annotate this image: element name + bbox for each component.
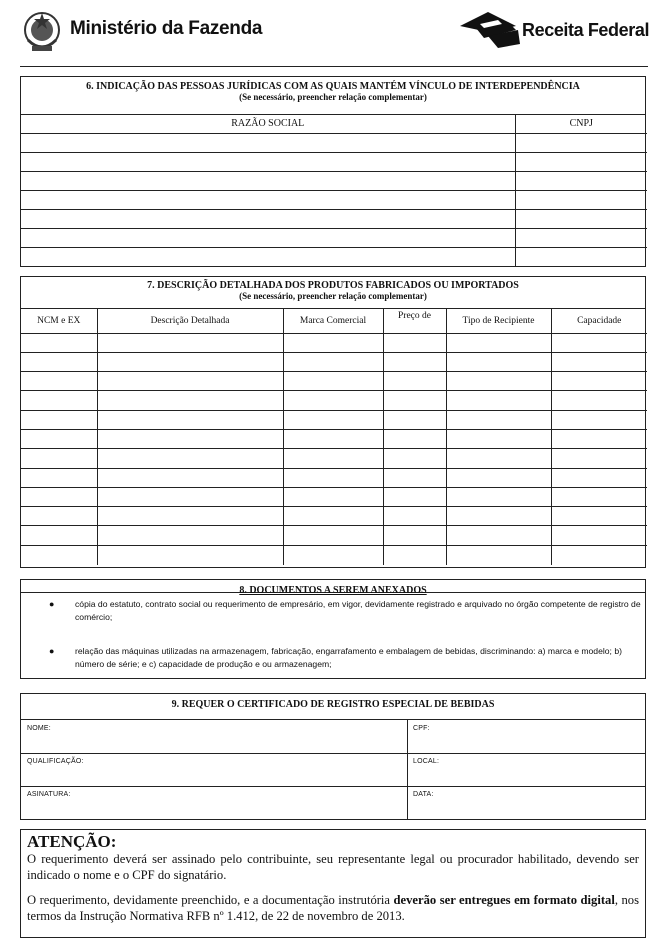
- ncm-cell[interactable]: [21, 507, 97, 526]
- assinatura-field[interactable]: ASINATURA:: [27, 791, 71, 798]
- table-row[interactable]: [21, 507, 647, 526]
- cnpj-cell[interactable]: [515, 209, 647, 228]
- page-header: [0, 0, 654, 62]
- document-item: [49, 598, 643, 624]
- column-header-preco: Preço de: [383, 309, 446, 333]
- cnpj-cell[interactable]: [515, 247, 647, 266]
- section-6-title: 6. INDICAÇÃO DAS PESSOAS JURÍDICAS COM AS QUAIS MANTÉM VÍNCULO DE INTERDEPENDÊNCIA: [86, 81, 580, 92]
- preco-cell[interactable]: [383, 410, 446, 429]
- column-header-razao-social: RAZÃO SOCIAL: [21, 115, 515, 133]
- ncm-cell[interactable]: [21, 545, 97, 564]
- section-9-title: 9. REQUER O CERTIFICADO DE REGISTRO ESPECIAL DE BEBIDAS: [171, 699, 495, 710]
- column-header-cnpj: CNPJ: [515, 115, 647, 133]
- header-divider: [20, 66, 648, 67]
- column-header-ncm: NCM e EX: [21, 309, 97, 333]
- razao-social-cell[interactable]: [21, 228, 515, 247]
- cnpj-cell[interactable]: [515, 171, 647, 190]
- capacidade-cell[interactable]: [551, 526, 647, 545]
- attention-notice: [20, 829, 646, 938]
- table-row[interactable]: [21, 152, 647, 171]
- table-row[interactable]: [21, 545, 647, 564]
- descricao-cell[interactable]: [97, 391, 283, 410]
- razao-social-cell[interactable]: [21, 152, 515, 171]
- recipiente-cell[interactable]: [446, 526, 551, 545]
- ncm-cell[interactable]: [21, 468, 97, 487]
- section-9-request: [20, 693, 646, 820]
- capacidade-cell[interactable]: [551, 333, 647, 352]
- attention-paragraph-2-end: , nos termos da Instrução Normativa RFB nº 1.412, de 22 de novembro de 2013.: [27, 893, 639, 923]
- descricao-cell[interactable]: [97, 333, 283, 352]
- marca-cell[interactable]: [283, 372, 383, 391]
- cnpj-cell[interactable]: [515, 152, 647, 171]
- preco-cell[interactable]: [383, 372, 446, 391]
- preco-cell[interactable]: [383, 449, 446, 468]
- attention-paragraph-2-emphasis: deverão ser entregues em formato digital: [393, 893, 615, 907]
- ncm-cell[interactable]: [21, 333, 97, 352]
- recipiente-cell[interactable]: [446, 429, 551, 448]
- section-6-table: [21, 115, 647, 266]
- recipiente-cell[interactable]: [446, 449, 551, 468]
- section-6-related-companies: [20, 76, 646, 267]
- capacidade-cell[interactable]: [551, 410, 647, 429]
- recipiente-cell[interactable]: [446, 352, 551, 371]
- marca-cell[interactable]: [283, 468, 383, 487]
- ministry-name: Ministério da Fazenda: [70, 18, 263, 39]
- cnpj-cell[interactable]: [515, 133, 647, 152]
- table-row[interactable]: [21, 372, 647, 391]
- column-header-marca: Marca Comercial: [283, 309, 383, 333]
- descricao-cell[interactable]: [97, 487, 283, 506]
- marca-cell[interactable]: [283, 545, 383, 564]
- field-divider: [407, 720, 408, 819]
- document-item-text: cópia do estatuto, contrato social ou requerimento de empresário, em vigor, devidamente registrado e arquivado no órgão competente de registro de comércio;: [75, 599, 641, 622]
- attention-paragraph-2-start: O requerimento, devidamente preenchido, e a documentação instrutória: [27, 893, 394, 907]
- descricao-cell[interactable]: [97, 410, 283, 429]
- ncm-cell[interactable]: [21, 391, 97, 410]
- ncm-cell[interactable]: [21, 526, 97, 545]
- capacidade-cell[interactable]: [551, 507, 647, 526]
- attention-title: ATENÇÃO:: [27, 832, 117, 851]
- column-header-capacidade: Capacidade: [551, 309, 647, 333]
- preco-cell[interactable]: [383, 507, 446, 526]
- column-header-descricao: Descrição Detalhada: [97, 309, 283, 333]
- ncm-cell[interactable]: [21, 429, 97, 448]
- agency-name: Receita Federal: [522, 20, 650, 40]
- table-row[interactable]: [21, 228, 647, 247]
- recipiente-cell[interactable]: [446, 468, 551, 487]
- cnpj-cell[interactable]: [515, 190, 647, 209]
- ncm-cell[interactable]: [21, 352, 97, 371]
- coat-of-arms-icon: [22, 10, 62, 54]
- column-header-recipiente: Tipo de Recipiente: [446, 309, 551, 333]
- table-row[interactable]: [21, 410, 647, 429]
- recipiente-cell[interactable]: [446, 545, 551, 564]
- preco-cell[interactable]: [383, 391, 446, 410]
- razao-social-cell[interactable]: [21, 171, 515, 190]
- ncm-cell[interactable]: [21, 410, 97, 429]
- table-row[interactable]: [21, 190, 647, 209]
- razao-social-cell[interactable]: [21, 209, 515, 228]
- razao-social-cell[interactable]: [21, 133, 515, 152]
- ncm-cell[interactable]: [21, 449, 97, 468]
- recipiente-cell[interactable]: [446, 391, 551, 410]
- razao-social-cell[interactable]: [21, 247, 515, 266]
- preco-cell[interactable]: [383, 487, 446, 506]
- table-row[interactable]: [21, 526, 647, 545]
- marca-cell[interactable]: [283, 410, 383, 429]
- descricao-cell[interactable]: [97, 429, 283, 448]
- descricao-cell[interactable]: [97, 372, 283, 391]
- document-item-text: relação das máquinas utilizadas na armazenagem, fabricação, engarrafamento e embalagem de bebidas, discriminando: a) marca e modelo; b) número de série; e c) capacidade de produção e ou armazenagem;: [75, 646, 622, 669]
- cpf-field[interactable]: CPF:: [413, 725, 430, 732]
- marca-cell[interactable]: [283, 429, 383, 448]
- descricao-cell[interactable]: [97, 526, 283, 545]
- table-row[interactable]: [21, 391, 647, 410]
- table-row[interactable]: [21, 352, 647, 371]
- cnpj-cell[interactable]: [515, 228, 647, 247]
- receita-federal-logo-icon: [458, 10, 522, 50]
- recipiente-cell[interactable]: [446, 333, 551, 352]
- preco-cell[interactable]: [383, 468, 446, 487]
- razao-social-cell[interactable]: [21, 190, 515, 209]
- table-row[interactable]: [21, 171, 647, 190]
- section-6-subtitle: (Se necessário, preencher relação complementar): [239, 92, 427, 102]
- section-7-title: 7. DESCRIÇÃO DETALHADA DOS PRODUTOS FABRICADOS OU IMPORTADOS: [147, 280, 519, 291]
- table-row[interactable]: [21, 468, 647, 487]
- recipiente-cell[interactable]: [446, 507, 551, 526]
- preco-cell[interactable]: [383, 429, 446, 448]
- table-row[interactable]: [21, 429, 647, 448]
- preco-cell[interactable]: [383, 545, 446, 564]
- marca-cell[interactable]: [283, 526, 383, 545]
- descricao-cell[interactable]: [97, 352, 283, 371]
- descricao-cell[interactable]: [97, 449, 283, 468]
- preco-cell[interactable]: [383, 526, 446, 545]
- capacidade-cell[interactable]: [551, 372, 647, 391]
- descricao-cell[interactable]: [97, 545, 283, 564]
- table-row[interactable]: [21, 133, 647, 152]
- descricao-cell[interactable]: [97, 507, 283, 526]
- capacidade-cell[interactable]: [551, 545, 647, 564]
- preco-cell[interactable]: [383, 333, 446, 352]
- marca-cell[interactable]: [283, 507, 383, 526]
- capacidade-cell[interactable]: [551, 468, 647, 487]
- preco-cell[interactable]: [383, 352, 446, 371]
- field-divider: [21, 786, 645, 787]
- table-row[interactable]: [21, 449, 647, 468]
- section-8-title: 8. DOCUMENTOS A SEREM ANEXADOS: [239, 585, 427, 596]
- table-row[interactable]: [21, 487, 647, 506]
- bullet-icon: ●: [49, 646, 55, 656]
- descricao-cell[interactable]: [97, 468, 283, 487]
- section-7-table: [21, 309, 647, 565]
- ncm-cell[interactable]: [21, 487, 97, 506]
- recipiente-cell[interactable]: [446, 372, 551, 391]
- recipiente-cell[interactable]: [446, 410, 551, 429]
- field-divider: [21, 753, 645, 754]
- marca-cell[interactable]: [283, 449, 383, 468]
- section-7-products: [20, 276, 646, 568]
- marca-cell[interactable]: [283, 391, 383, 410]
- local-field[interactable]: LOCAL:: [413, 758, 440, 765]
- qualificacao-field[interactable]: QUALIFICAÇÃO:: [27, 758, 84, 765]
- table-row[interactable]: [21, 333, 647, 352]
- bullet-icon: ●: [49, 599, 55, 609]
- attention-paragraph-1: O requerimento deverá ser assinado pelo contribuinte, seu representante legal ou procurador habilitado, devendo ser indicado o nome e o CPF do signatário.: [27, 852, 639, 882]
- table-row[interactable]: [21, 247, 647, 266]
- nome-field[interactable]: NOME:: [27, 725, 51, 732]
- document-item: [49, 645, 643, 671]
- capacidade-cell[interactable]: [551, 429, 647, 448]
- capacidade-cell[interactable]: [551, 391, 647, 410]
- attention-paragraph-2: [27, 892, 639, 924]
- table-row[interactable]: [21, 209, 647, 228]
- section-8-documents: [20, 579, 646, 679]
- data-field[interactable]: DATA:: [413, 791, 434, 798]
- section-7-subtitle: (Se necessário, preencher relação complementar): [239, 291, 427, 301]
- recipiente-cell[interactable]: [446, 487, 551, 506]
- marca-cell[interactable]: [283, 333, 383, 352]
- ncm-cell[interactable]: [21, 372, 97, 391]
- capacidade-cell[interactable]: [551, 352, 647, 371]
- capacidade-cell[interactable]: [551, 449, 647, 468]
- capacidade-cell[interactable]: [551, 487, 647, 506]
- marca-cell[interactable]: [283, 487, 383, 506]
- marca-cell[interactable]: [283, 352, 383, 371]
